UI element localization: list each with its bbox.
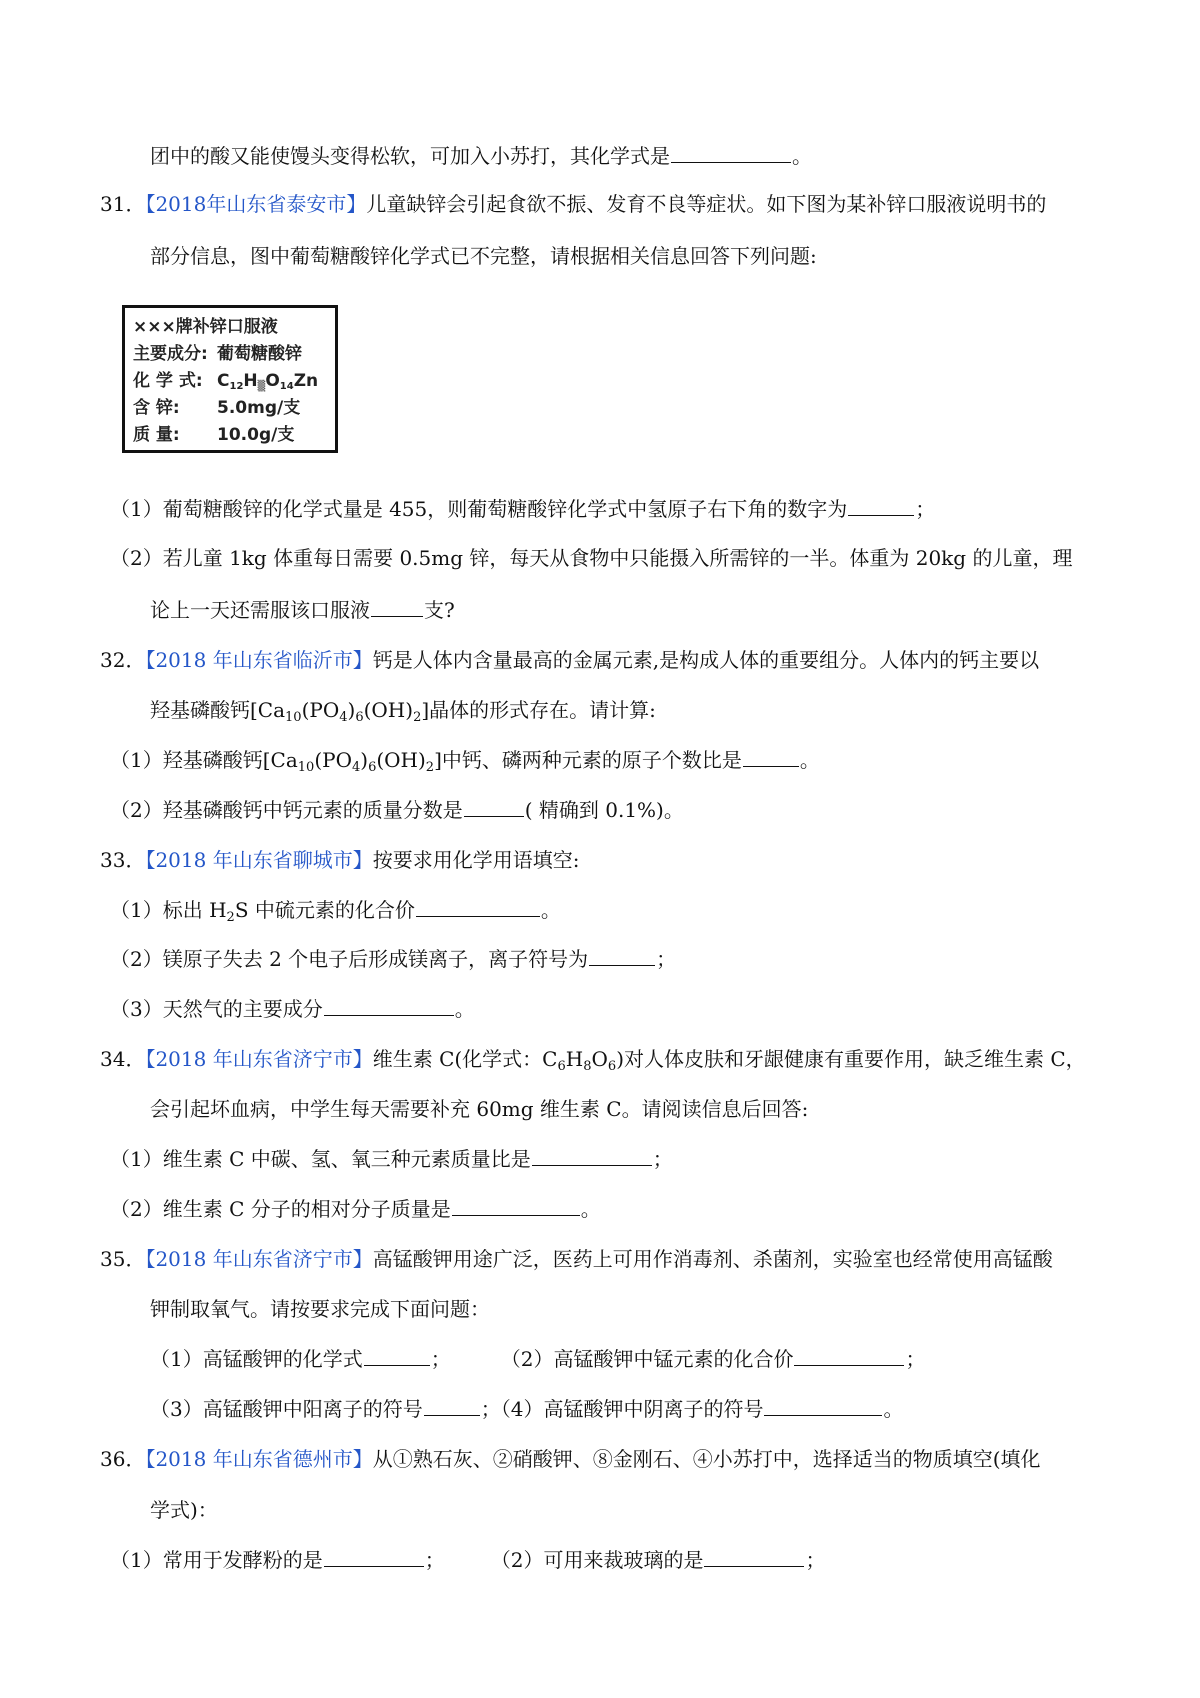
answer-blank[interactable] bbox=[464, 798, 524, 817]
question-number: 33． bbox=[100, 848, 146, 872]
punct: 。 bbox=[454, 997, 475, 1021]
question-text: 学式)： bbox=[150, 1498, 218, 1522]
answer-blank[interactable] bbox=[371, 598, 423, 617]
question-text: H bbox=[565, 1047, 584, 1071]
answer-blank[interactable] bbox=[794, 1347, 904, 1366]
punct: 。 bbox=[883, 1397, 904, 1421]
label-key: 主要成分: bbox=[133, 344, 208, 364]
subscript: 6 bbox=[607, 1059, 617, 1074]
question-36-parts bbox=[110, 1546, 825, 1574]
formula-sub-blurred: ▒ bbox=[257, 381, 266, 392]
question-text: （1）葡萄糖酸锌的化学式量是 455，则葡萄糖酸锌化学式中氢原子右下角的数字为 bbox=[110, 497, 848, 521]
question-33-part-3 bbox=[110, 995, 475, 1023]
question-text: (OH) bbox=[363, 698, 414, 722]
question-text: 钾制取氧气。请按要求完成下面问题： bbox=[150, 1297, 490, 1321]
answer-blank[interactable] bbox=[589, 947, 655, 966]
question-text: 钙是人体内含量最高的金属元素,是构成人体的重要组分。人体内的钙主要以 bbox=[372, 648, 1040, 672]
punct: ； bbox=[905, 1347, 926, 1371]
subscript: 2 bbox=[226, 910, 235, 925]
answer-blank[interactable] bbox=[452, 1197, 580, 1216]
question-source: 【2018 年山东省聊城市】 bbox=[145, 848, 373, 872]
question-35-parts-3-4 bbox=[150, 1395, 903, 1423]
question-33-part-1 bbox=[110, 896, 561, 924]
question-35-parts-1-2 bbox=[150, 1345, 925, 1373]
answer-blank[interactable] bbox=[424, 1397, 480, 1416]
question-text: ) bbox=[347, 698, 356, 722]
question-text: 维生素 C(化学式：C bbox=[372, 1047, 558, 1071]
question-text: （2）维生素 C 分子的相对分子质量是 bbox=[110, 1197, 451, 1221]
formula-part: C bbox=[217, 371, 230, 391]
punct: 。 bbox=[792, 144, 812, 168]
label-value: 10.0g/支 bbox=[217, 425, 295, 445]
label-key: 含 锌: bbox=[133, 398, 180, 418]
subscript: 10 bbox=[285, 710, 302, 725]
label-row-zinc bbox=[133, 395, 327, 422]
punct: ； bbox=[480, 1397, 501, 1421]
question-text: （3）天然气的主要成分 bbox=[110, 997, 323, 1021]
question-text: （3）高锰酸钾中阳离子的符号 bbox=[150, 1397, 423, 1421]
punct: ； bbox=[656, 947, 677, 971]
answer-blank[interactable] bbox=[324, 1548, 424, 1567]
answer-blank[interactable] bbox=[764, 1397, 882, 1416]
label-key: 质 量: bbox=[133, 425, 180, 445]
punct: 。 bbox=[799, 748, 820, 772]
formula-part: O bbox=[265, 371, 280, 391]
question-text: ]晶体的形式存在。请计算: bbox=[421, 698, 656, 722]
question-text: ( 精确到 0.1%)。 bbox=[524, 798, 684, 822]
question-32-stem bbox=[100, 646, 1039, 674]
question-text: （1）高锰酸钾的化学式 bbox=[150, 1347, 363, 1371]
question-text: （2）可用来裁玻璃的是 bbox=[490, 1548, 704, 1572]
punct: ； bbox=[915, 497, 936, 521]
question-number: 36． bbox=[100, 1447, 146, 1471]
question-text: （1）常用于发酵粉的是 bbox=[110, 1548, 323, 1572]
question-text: （1）维生素 C 中碳、氢、氧三种元素质量比是 bbox=[110, 1147, 531, 1171]
question-source: 【2018年山东省泰安市】 bbox=[145, 192, 367, 216]
label-title: ×××牌补锌口服液 bbox=[133, 317, 278, 337]
punct: 。 bbox=[540, 898, 561, 922]
intro-text: 团中的酸又能使馒头变得松软，可加入小苏打，其化学式是 bbox=[150, 144, 670, 168]
question-text: （1）标出 H bbox=[110, 898, 227, 922]
subscript: 6 bbox=[368, 760, 377, 775]
question-32-part-2 bbox=[110, 796, 684, 824]
punct: ； bbox=[652, 1147, 673, 1171]
answer-blank[interactable] bbox=[416, 898, 540, 917]
answer-blank[interactable] bbox=[671, 144, 791, 163]
question-text: (PO bbox=[314, 748, 352, 772]
question-text: )对人体皮肤和牙龈健康有重要作用，缺乏维生素 C， bbox=[616, 1047, 1086, 1071]
punct: ； bbox=[805, 1548, 826, 1572]
question-number: 32． bbox=[100, 648, 146, 672]
question-text: 儿童缺锌会引起食欲不振、发育不良等症状。如下图为某补锌口服液说明书的 bbox=[366, 192, 1047, 216]
question-35-stem bbox=[100, 1245, 1053, 1273]
question-32-part-1 bbox=[110, 746, 820, 774]
label-row-ingredient bbox=[133, 341, 327, 368]
zinc-oral-liquid-label-image bbox=[122, 305, 338, 453]
punct: ； bbox=[430, 1347, 451, 1371]
question-number: 35． bbox=[100, 1247, 146, 1271]
question-31-part-2 bbox=[110, 544, 1072, 572]
label-value: 5.0mg/支 bbox=[217, 398, 301, 418]
question-33-stem bbox=[100, 846, 579, 874]
question-source: 【2018 年山东省临沂市】 bbox=[145, 648, 373, 672]
punct: ； bbox=[424, 1548, 445, 1572]
question-34-stem bbox=[100, 1045, 1086, 1073]
question-text: （4）高锰酸钾中阴离子的符号 bbox=[500, 1397, 764, 1421]
question-32-stem-cont bbox=[150, 696, 656, 724]
question-33-part-2 bbox=[110, 945, 676, 973]
question-number: 31． bbox=[100, 192, 146, 216]
subscript: 4 bbox=[351, 760, 361, 775]
question-31-part-2-cont bbox=[150, 596, 455, 624]
question-text: (PO bbox=[301, 698, 340, 722]
question-number: 34． bbox=[100, 1047, 146, 1071]
punct: 支? bbox=[424, 598, 455, 622]
answer-blank[interactable] bbox=[364, 1347, 430, 1366]
question-text: (OH) bbox=[376, 748, 426, 772]
question-34-part-2 bbox=[110, 1195, 601, 1223]
question-34-stem-cont bbox=[150, 1095, 808, 1123]
label-row-mass bbox=[133, 422, 327, 449]
question-source: 【2018 年山东省济宁市】 bbox=[145, 1047, 373, 1071]
subscript: 2 bbox=[425, 760, 435, 775]
question-36-stem-cont bbox=[150, 1496, 218, 1524]
answer-blank[interactable] bbox=[324, 997, 454, 1016]
intro-line bbox=[150, 142, 812, 170]
subscript: 6 bbox=[557, 1059, 566, 1074]
question-text: 羟基磷酸钙[Ca bbox=[150, 698, 286, 722]
question-text: （2）若儿童 1kg 体重每日需要 0.5mg 锌，每天从食物中只能摄入所需锌的一半。体重为 20kg 的儿童，理 bbox=[110, 546, 1073, 570]
subscript: 10 bbox=[297, 760, 315, 775]
question-text: （2）高锰酸钾中锰元素的化合价 bbox=[500, 1347, 794, 1371]
subscript: 8 bbox=[583, 1059, 592, 1074]
subscript: 2 bbox=[413, 710, 422, 725]
question-31-part-1 bbox=[110, 495, 935, 523]
question-source: 【2018 年山东省济宁市】 bbox=[145, 1247, 373, 1271]
label-value: 葡萄糖酸锌 bbox=[217, 344, 302, 364]
formula-part: H bbox=[243, 371, 258, 391]
question-34-part-1 bbox=[110, 1145, 673, 1173]
formula-part: Zn bbox=[293, 371, 319, 391]
question-text: （2）羟基磷酸钙中钙元素的质量分数是 bbox=[110, 798, 463, 822]
question-text: ) bbox=[360, 748, 369, 772]
question-text: 从①熟石灰、②硝酸钾、⑧金刚石、④小苏打中，选择适当的物质填空(填化 bbox=[372, 1447, 1041, 1471]
answer-blank[interactable] bbox=[848, 497, 914, 516]
question-text: 部分信息，图中葡萄糖酸锌化学式已不完整，请根据相关信息回答下列问题: bbox=[150, 244, 817, 268]
label-row-formula bbox=[133, 368, 327, 395]
question-text: 论上一天还需服该口服液 bbox=[150, 598, 370, 622]
subscript: 4 bbox=[339, 710, 348, 725]
question-text: S 中硫元素的化合价 bbox=[234, 898, 415, 922]
question-31-stem bbox=[100, 190, 1046, 218]
question-36-stem bbox=[100, 1445, 1041, 1473]
answer-blank[interactable] bbox=[532, 1147, 652, 1166]
question-text: （2）镁原子失去 2 个电子后形成镁离子，离子符号为 bbox=[110, 947, 589, 971]
question-text: 高锰酸钾用途广泛，医药上可用作消毒剂、杀菌剂，实验室也经常使用高锰酸 bbox=[372, 1247, 1053, 1271]
punct: 。 bbox=[580, 1197, 601, 1221]
question-text: O bbox=[591, 1047, 608, 1071]
question-source: 【2018 年山东省德州市】 bbox=[145, 1447, 373, 1471]
answer-blank[interactable] bbox=[743, 748, 799, 767]
formula-sub: 14 bbox=[279, 381, 294, 392]
question-text: ]中钙、磷两种元素的原子个数比是 bbox=[434, 748, 742, 772]
label-key: 化 学 式: bbox=[133, 371, 203, 391]
question-text: 按要求用化学用语填空: bbox=[372, 848, 580, 872]
question-35-stem-cont bbox=[150, 1295, 490, 1323]
question-31-stem-cont bbox=[150, 242, 817, 270]
formula-sub: 12 bbox=[229, 381, 244, 392]
question-text: （1）羟基磷酸钙[Ca bbox=[110, 748, 298, 772]
question-text: 会引起坏血病，中学生每天需要补充 60mg 维生素 C。请阅读信息后回答: bbox=[150, 1097, 809, 1121]
answer-blank[interactable] bbox=[704, 1548, 804, 1567]
subscript: 6 bbox=[355, 710, 364, 725]
